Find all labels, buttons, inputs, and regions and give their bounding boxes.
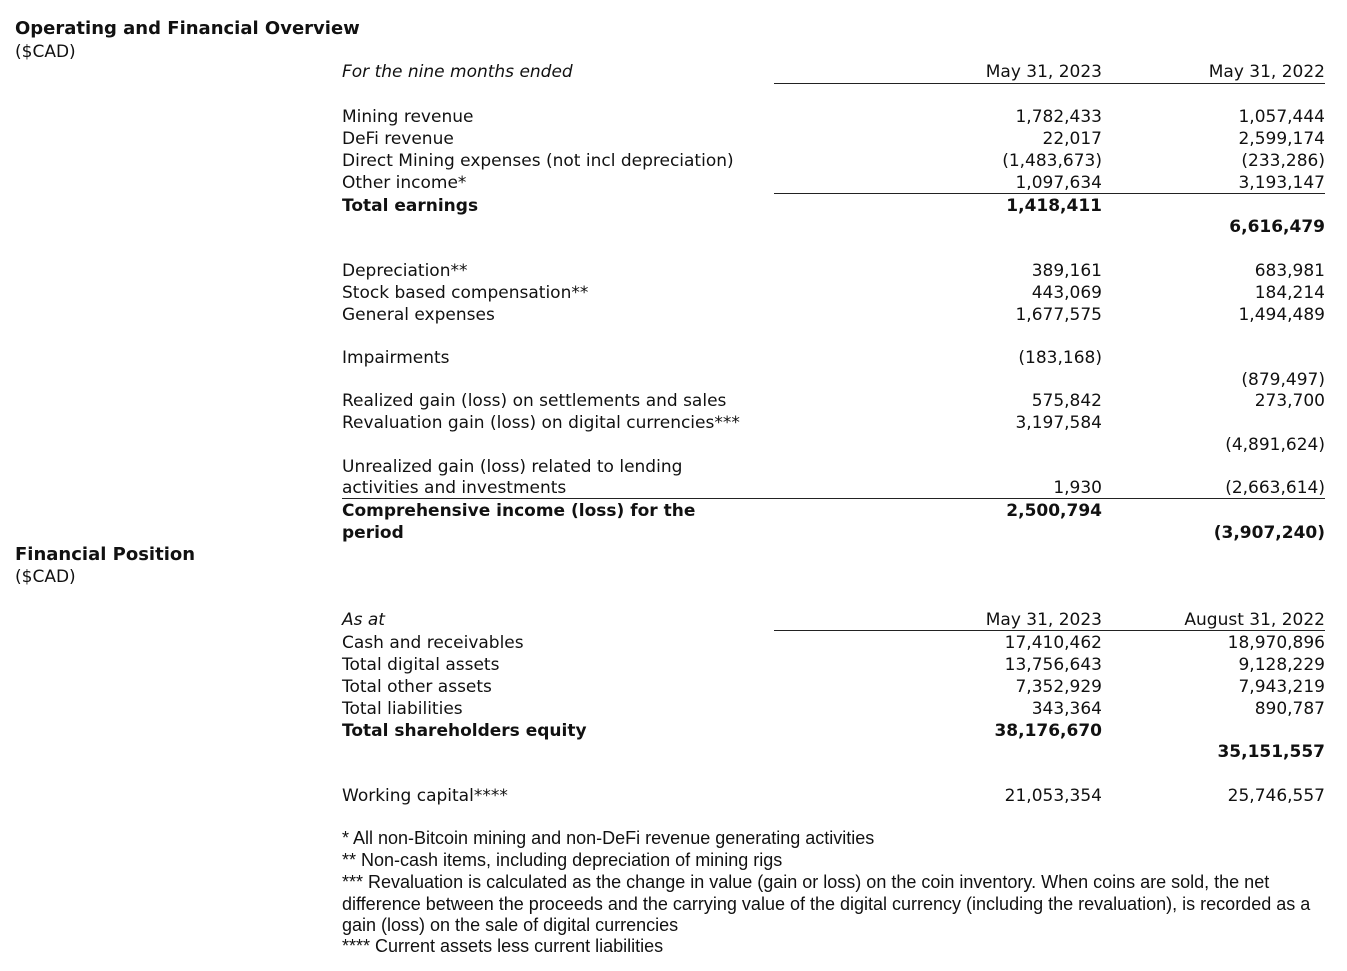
row-value-2022: 890,787 [1254, 699, 1325, 719]
row-value-2022: 273,700 [1254, 391, 1325, 411]
footnote-4: **** Current assets less current liabilities [342, 936, 664, 956]
row-label: Working capital**** [342, 786, 508, 806]
position-header-rule [774, 630, 1325, 631]
row-value-2022: 18,970,896 [1227, 633, 1325, 653]
position-currency-label: ($CAD) [15, 567, 76, 587]
row-label: Other income* [342, 173, 467, 193]
row-label-line1: Comprehensive income (loss) for the [342, 501, 696, 521]
operating-currency-label: ($CAD) [15, 42, 76, 62]
row-value-2023: 575,842 [1031, 391, 1102, 411]
row-label-line2: activities and investments [342, 478, 567, 498]
row-value-2023: 21,053,354 [1004, 786, 1102, 806]
subtotal-rule [774, 193, 1325, 194]
row-value-2023: 1,782,433 [1015, 107, 1102, 127]
row-label-line2: period [342, 523, 404, 543]
row-value-2022: (4,891,624) [1225, 435, 1325, 455]
row-value-2023: 2,500,794 [1006, 501, 1102, 521]
row-value-2022: (879,497) [1241, 370, 1325, 390]
row-value-2022: 1,494,489 [1238, 305, 1325, 325]
row-value-2023: 22,017 [1042, 129, 1102, 149]
row-label: General expenses [342, 305, 495, 325]
header-rule [774, 83, 1325, 84]
row-label: Impairments [342, 348, 450, 368]
row-label: Realized gain (loss) on settlements and sales [342, 391, 727, 411]
row-value-2023: 7,352,929 [1015, 677, 1102, 697]
row-value-2023: 1,418,411 [1006, 196, 1102, 216]
position-col1-header: May 31, 2023 [985, 610, 1102, 630]
row-value-2022: 7,943,219 [1238, 677, 1325, 697]
period-label: For the nine months ended [342, 62, 573, 82]
row-value-2022: 6,616,479 [1229, 217, 1325, 237]
operating-overview-title: Operating and Financial Overview [15, 18, 360, 39]
row-value-2022: 1,057,444 [1238, 107, 1325, 127]
row-label: Total digital assets [342, 655, 500, 675]
row-label: Revaluation gain (loss) on digital currencies*** [342, 413, 740, 433]
footnote-2: ** Non-cash items, including depreciation of mining rigs [342, 850, 783, 870]
row-label-line1: Unrealized gain (loss) related to lending [342, 457, 683, 477]
row-value-2022: (233,286) [1241, 151, 1325, 171]
row-value-2023: 389,161 [1031, 261, 1102, 281]
row-label: Total shareholders equity [342, 721, 587, 741]
col1-header: May 31, 2023 [985, 62, 1102, 82]
row-value-2022: 2,599,174 [1238, 129, 1325, 149]
row-value-2023: 343,364 [1031, 699, 1102, 719]
row-value-2023: (183,168) [1018, 348, 1102, 368]
row-label: Total earnings [342, 196, 479, 216]
row-label: Total liabilities [342, 699, 463, 719]
col2-header: May 31, 2022 [1208, 62, 1325, 82]
row-value-2022: 3,193,147 [1238, 173, 1325, 193]
row-value-2022: 683,981 [1254, 261, 1325, 281]
row-label: Total other assets [342, 677, 492, 697]
row-value-2023: 3,197,584 [1015, 413, 1102, 433]
row-label: Direct Mining expenses (not incl depreciation) [342, 151, 734, 171]
as-at-label: As at [342, 610, 385, 630]
row-value-2023: 1,097,634 [1015, 173, 1102, 193]
row-value-2023: 13,756,643 [1004, 655, 1102, 675]
row-value-2023: 38,176,670 [994, 721, 1102, 741]
row-label: Mining revenue [342, 107, 474, 127]
row-value-2023: 443,069 [1031, 283, 1102, 303]
row-label: Cash and receivables [342, 633, 524, 653]
row-value-2022: 35,151,557 [1217, 742, 1325, 762]
row-value-2022: (2,663,614) [1225, 478, 1325, 498]
row-value-2023: 1,677,575 [1015, 305, 1102, 325]
position-col2-header: August 31, 2022 [1184, 610, 1325, 630]
footnote-3: *** Revaluation is calculated as the change in value (gain or loss) on the coin inventory. When coins are sold, the net difference between the proceeds and the carrying value of the digital currency (including the revaluation), is recorded as a gain (loss) on the sale of digital currencies [342, 872, 1311, 935]
financial-position-title: Financial Position [15, 544, 196, 565]
row-value-2022: (3,907,240) [1213, 523, 1325, 543]
footnote-1: * All non-Bitcoin mining and non-DeFi revenue generating activities [342, 828, 875, 848]
row-value-2023: 1,930 [1053, 478, 1102, 498]
row-value-2022: 25,746,557 [1227, 786, 1325, 806]
row-value-2022: 184,214 [1254, 283, 1325, 303]
row-label: DeFi revenue [342, 129, 454, 149]
total-rule [342, 498, 1325, 499]
row-label: Stock based compensation** [342, 283, 589, 303]
row-label: Depreciation** [342, 261, 468, 281]
row-value-2023: 17,410,462 [1004, 633, 1102, 653]
row-value-2023: (1,483,673) [1002, 151, 1102, 171]
row-value-2022: 9,128,229 [1238, 655, 1325, 675]
